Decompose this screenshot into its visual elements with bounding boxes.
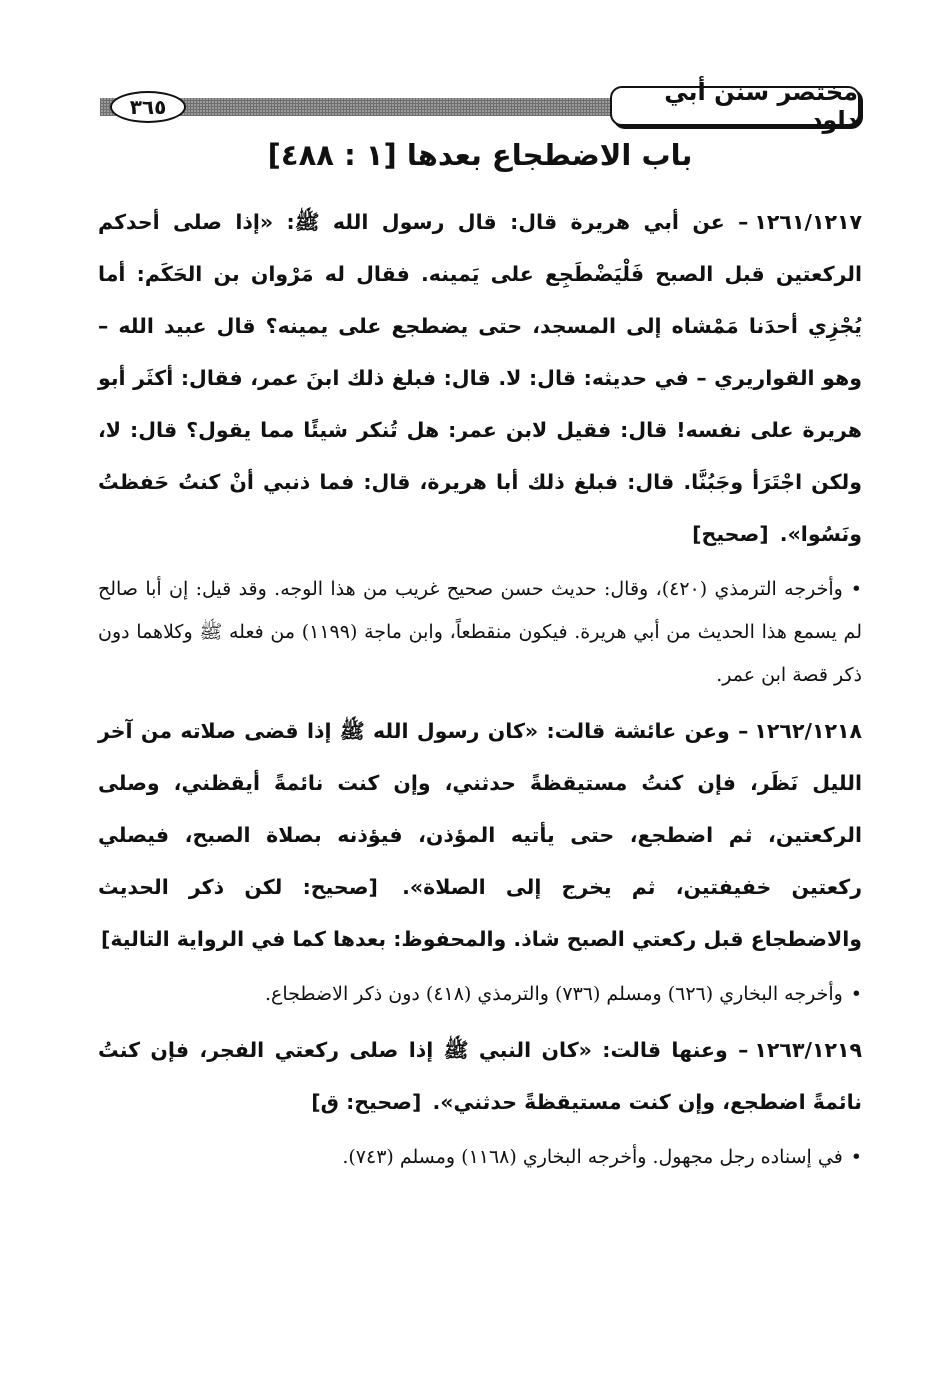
hadith-number: ١٢٦٢/١٢١٨ [754,719,862,743]
hadith-entry [98,1024,862,1128]
hadith-grade: [صحيح] [692,522,769,546]
page-header [100,78,860,134]
hadith-text: – عن أبي هريرة قال: قال رسول الله ﷺ: «إذا صلى أحدكم الركعتين قبل الصبح فَلْيَضْطَجِع على يَمينه. فقال له مَرْوان بن الحَكَم: أما يُجْزِي أحدَنا مَمْشاه إلى المسجد، حتى يضطجع على يمينه؟ قال عبيد الله – وهو القواريري – في حديثه: قال: لا. قال: فبلغ ذلك ابنَ عمر، فقال: أكثَر أبو هريرة على نفسه! قال: فقيل لابن عمر: هل تُنكر شيئًا مما يقول؟ قال: لا، ولكن اجْتَرَأ وجَبُنَّا. قال: فبلغ ذلك أبا هريرة، قال: فما ذنبي أنْ كنتُ حَفظتُ ونَسُوا». [98,210,862,546]
bullet-icon: • [850,578,863,600]
book-title: مختصر سنن أبي داود [610,86,860,126]
takhrij-note [98,973,862,1016]
hadith-entry [98,196,862,560]
note-text: وأخرجه الترمذي (٤٢٠)، وقال: حديث حسن صحيح غريب من هذا الوجه. وقد قيل: إن أبا صالح لم يسمع هذا الحديث من أبي هريرة. فيكون منقطعاً، وابن ماجة (١١٩٩) من فعله ﷺ وكلاهما دون ذكر قصة ابن عمر. [98,578,862,686]
hadith-text: – وعنها قالت: «كان النبي ﷺ إذا صلى ركعتي الفجر، فإن كنتُ نائمةً اضطجع، وإن كنت مستيقظةً حدثني». [98,1038,862,1114]
hadith-grade: [صحيح: ق] [311,1090,422,1114]
bullet-icon: • [850,1146,862,1168]
bullet-icon: • [850,983,862,1005]
note-text: وأخرجه البخاري (٦٢٦) ومسلم (٧٣٦) والترمذي (٤١٨) دون ذكر الاضطجاع. [264,983,843,1005]
hadith-number: ١٢٦١/١٢١٧ [754,210,862,234]
takhrij-note [98,568,862,697]
chapter-title: باب الاضطجاع بعدها [١ : ٤٨٨] [267,138,693,172]
hadith-number: ١٢٦٣/١٢١٩ [754,1038,862,1062]
page-number: ٣٦٥ [110,91,186,123]
hadith-entry [98,705,862,965]
note-text: في إسناده رجل مجهول. وأخرجه البخاري (١١٦٨) ومسلم (٧٤٣). [342,1146,843,1168]
takhrij-note [98,1136,862,1179]
hadith-text: – وعن عائشة قالت: «كان رسول الله ﷺ إذا قضى صلاته من آخر الليل نَظَر، فإن كنتُ مستيقظةً حدثني، وإن كنت نائمةً أيقظني، وصلى الركعتين، ثم اضطجع، حتى يأتيه المؤذن، فيؤذنه بصلاة الصبح، فيصلي ركعتين خفيفتين، ثم يخرج إلى الصلاة». [98,719,862,899]
page-body [98,196,862,1187]
hadith-grade: [صحيح: لكن ذكر الحديث والاضطجاع قبل ركعتي الصبح شاذ. والمحفوظ: بعدها كما في الرواية التالية] [98,875,862,951]
